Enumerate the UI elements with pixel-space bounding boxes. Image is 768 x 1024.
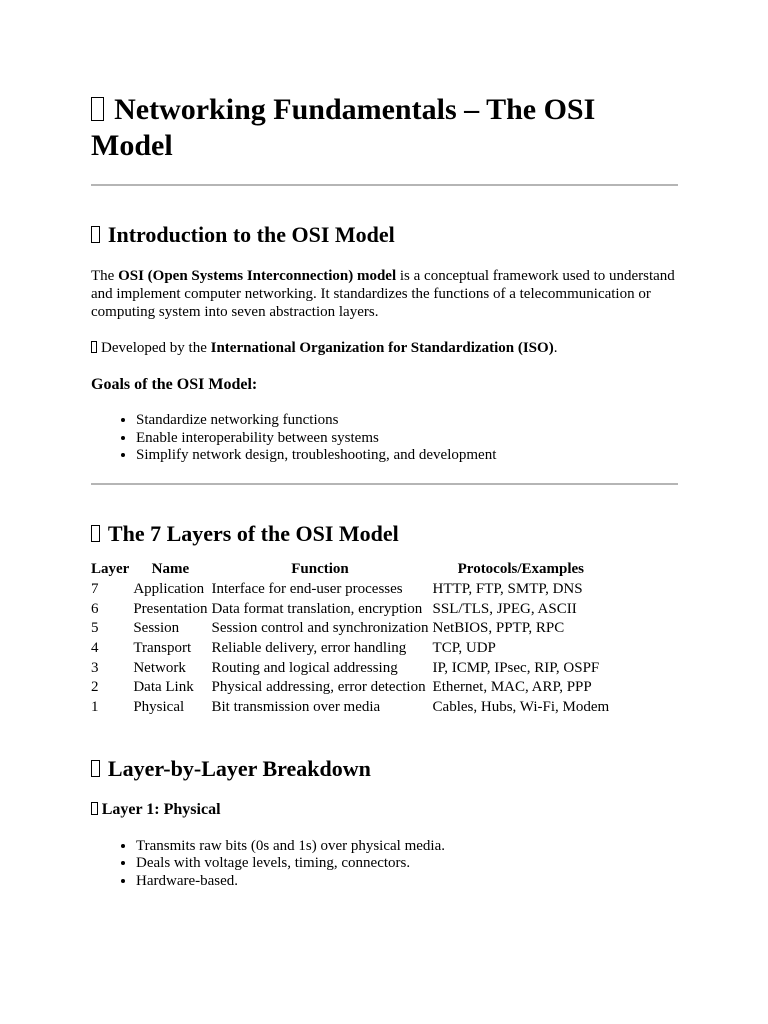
page-title — [91, 92, 678, 164]
layer-name: Application — [133, 580, 205, 597]
developer-note-bold: International Organization for Standardization (ISO) — [210, 340, 554, 356]
layers-heading — [91, 521, 678, 547]
list-item: • Enable interoperability between systems — [136, 430, 678, 448]
table-row — [89, 580, 611, 600]
layer-name: Data Link — [133, 679, 194, 696]
layer-protocols: NetBIOS, PPTP, RPC — [432, 620, 565, 637]
breakdown-heading-text: Layer-by-Layer Breakdown — [107, 755, 371, 781]
layer-name: Presentation — [133, 600, 208, 617]
list-item: • Deals with voltage levels, timing, connectors. — [136, 855, 678, 873]
layer-number: 1 — [91, 699, 99, 716]
layer-name: Physical — [133, 699, 185, 716]
page-title-text: Networking Fundamentals – The OSI Model — [91, 93, 596, 162]
table-row — [89, 678, 611, 698]
list-item: • Transmits raw bits (0s and 1s) over physical media. — [136, 838, 678, 856]
osi-layers-table — [89, 560, 611, 718]
list-item: • Standardize networking functions — [136, 412, 678, 430]
developer-note-prefix: Developed by the — [97, 340, 211, 356]
layers-heading-text: The 7 Layers of the OSI Model — [107, 521, 399, 547]
developer-note — [91, 339, 678, 357]
layer-number: 4 — [91, 639, 99, 656]
missing-glyph-icon — [91, 226, 100, 243]
layer-protocols: Ethernet, MAC, ARP, PPP — [432, 679, 592, 696]
layer-protocols: IP, ICMP, IPsec, RIP, OSPF — [432, 659, 600, 676]
layer-function: Bit transmission over media — [211, 699, 381, 716]
column-header-function: Function — [291, 561, 349, 578]
goals-heading: Goals of the OSI Model: — [91, 376, 258, 393]
layer-number: 7 — [91, 580, 99, 597]
layer-number: 3 — [91, 659, 99, 676]
column-header-name: Name — [151, 561, 190, 578]
divider — [91, 483, 678, 485]
missing-glyph-icon — [91, 97, 104, 120]
list-item: • Hardware-based. — [136, 873, 678, 891]
intro-heading-text: Introduction to the OSI Model — [107, 222, 395, 247]
goals-list — [91, 412, 678, 465]
layer1-heading — [91, 800, 678, 820]
column-header-layer: Layer — [91, 561, 130, 578]
layer-function: Reliable delivery, error handling — [211, 639, 407, 656]
layer-number: 6 — [91, 600, 99, 617]
layer-protocols: Cables, Hubs, Wi-Fi, Modem — [432, 699, 610, 716]
layer-function: Session control and synchronization — [211, 620, 429, 637]
layer1-points — [91, 838, 678, 891]
layer-function: Physical addressing, error detection — [211, 679, 426, 696]
developer-note-suffix: . — [553, 340, 558, 356]
layer-number: 5 — [91, 620, 99, 637]
layer-function: Interface for end-user processes — [211, 580, 403, 597]
list-item: • Simplify network design, troubleshooting, and development — [136, 447, 678, 465]
table-row — [89, 639, 611, 659]
missing-glyph-icon — [91, 760, 100, 777]
layer-name: Transport — [133, 639, 192, 656]
missing-glyph-icon — [91, 802, 98, 814]
divider — [91, 184, 678, 186]
intro-para-bold: OSI (Open Systems Interconnection) model — [118, 268, 397, 284]
table-header-row — [89, 560, 611, 580]
document-content — [91, 92, 678, 891]
table-row — [89, 619, 611, 639]
layer1-heading-text: Layer 1: Physical — [101, 800, 221, 818]
intro-heading — [91, 222, 678, 248]
column-header-protocols: Protocols/Examples — [457, 561, 585, 578]
layer-function: Routing and logical addressing — [211, 659, 398, 676]
breakdown-heading — [91, 756, 678, 782]
intro-para-prefix: The — [91, 268, 119, 284]
intro-para-rest: is a conceptual framework used to understand and implement computer networking. It standardizes the functions of a telecommunication or computing system into seven abstraction layers. — [91, 268, 675, 320]
table-row — [89, 659, 611, 679]
layer-number: 2 — [91, 679, 99, 696]
intro-paragraph — [91, 267, 678, 321]
missing-glyph-icon — [91, 525, 100, 542]
layer-function: Data format translation, encryption — [211, 600, 423, 617]
table-row — [89, 698, 611, 718]
table-row — [89, 600, 611, 620]
layer-name: Session — [133, 620, 180, 637]
layer-protocols: SSL/TLS, JPEG, ASCII — [432, 600, 577, 617]
layer-name: Network — [133, 659, 186, 676]
layer-protocols: TCP, UDP — [432, 639, 496, 656]
layer-protocols: HTTP, FTP, SMTP, DNS — [432, 580, 583, 597]
